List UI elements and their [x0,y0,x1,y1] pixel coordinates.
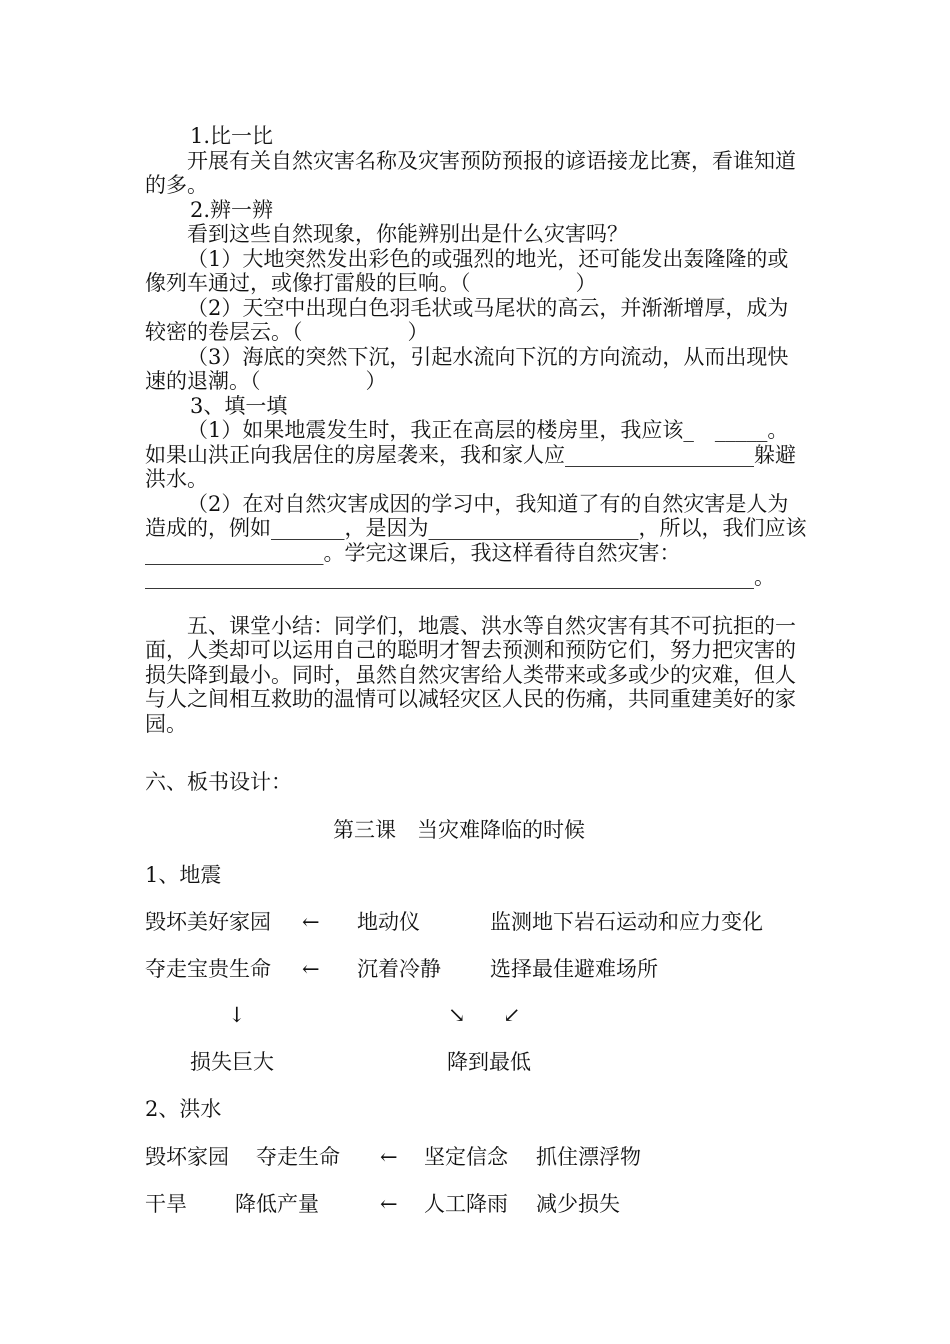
quake-result-minimum: 降到最低 [447,1050,531,1074]
down-arrow-icon: ↓ [228,1003,246,1027]
item3-question-2: （2）在对自然灾害成因的学习中，我知道了有的自然灾害是人为造成的，例如_______，是因为____________________，所以，我们应该_________________。学完这课后，我这样看待自然灾害：__________________________________________________________。 [145,491,807,589]
left-arrow-icon: ← [302,957,320,981]
flood-r1-effect-a: 毁坏家园 [145,1145,229,1169]
flood-r1-effect-b: 夺走生命 [256,1145,340,1169]
item2-title: 2.辨一辨 [190,197,274,222]
item2-intro: 看到这些自然现象，你能辨别出是什么灾害吗？ [187,222,628,246]
item3-question-1: （1）如果地震发生时，我正在高层的楼房里，我应该_ _____。如果山洪正向我居住的房屋袭来，我和家人应__________________躲避洪水。 [145,418,796,491]
section-activities [145,124,808,736]
flood-r2-effect-b: 降低产量 [235,1192,319,1216]
class-summary: 五、课堂小结：同学们，地震、洪水等自然灾害有其不可抗拒的一面，人类却可以运用自己的聪明才智去预测和预防它们，努力把灾害的损失降到最小。同时，虽然自然灾害给人类带来或多或少的灾难，但人与人之间相互救助的温情可以减轻灾区人民的伤痛，共同重建美好的家园。 [145,613,796,736]
item1-title: 1.比一比 [190,124,274,148]
quake-r2-effect: 夺走宝贵生命 [145,957,271,981]
board-title: 第三课 当灾难降临的时候 [333,818,585,842]
down-left-arrow-icon: ↙ [503,1003,521,1027]
quake-r1-effect: 毁坏美好家园 [145,910,271,934]
left-arrow-icon: ← [380,1192,398,1216]
flood-label: 2、洪水 [145,1097,222,1121]
item2-question-1: （1）大地突然发出彩色的或强烈的地光，还可能发出轰隆隆的或像列车通过，或像打雷般的巨响。（ ） [145,246,789,295]
left-arrow-icon: ← [380,1145,398,1169]
quake-r1-measure: 地动仪 [357,910,420,934]
item2-question-3: （3）海底的突然下沉，引起水流向下沉的方向流动，从而出现快速的退潮。（ ） [145,344,789,393]
flood-r2-measure-b: 减少损失 [536,1192,620,1216]
quake-label: 1、地震 [145,863,222,887]
item2-question-2: （2）天空中出现白色羽毛状或马尾状的高云，并渐渐增厚，成为较密的卷层云。（ ） [145,295,789,344]
item1-text: 开展有关自然灾害名称及灾害预防预报的谚语接龙比赛，看谁知道的多。 [145,148,796,197]
flood-r2-effect-a: 干旱 [145,1192,187,1216]
quake-r1-detail: 监测地下岩石运动和应力变化 [490,910,763,934]
down-right-arrow-icon: ↘ [448,1003,466,1027]
flood-r1-measure-b: 抓住漂浮物 [536,1145,641,1169]
flood-r1-measure-a: 坚定信念 [424,1145,508,1169]
board-design-heading: 六、板书设计： [145,770,292,794]
quake-result-loss: 损失巨大 [190,1050,274,1074]
quake-r2-detail: 选择最佳避难场所 [490,957,658,981]
left-arrow-icon: ← [302,910,320,934]
quake-r2-measure: 沉着冷静 [357,957,441,981]
item3-title: 3、填一填 [190,393,288,418]
flood-r2-measure-a: 人工降雨 [424,1192,508,1216]
